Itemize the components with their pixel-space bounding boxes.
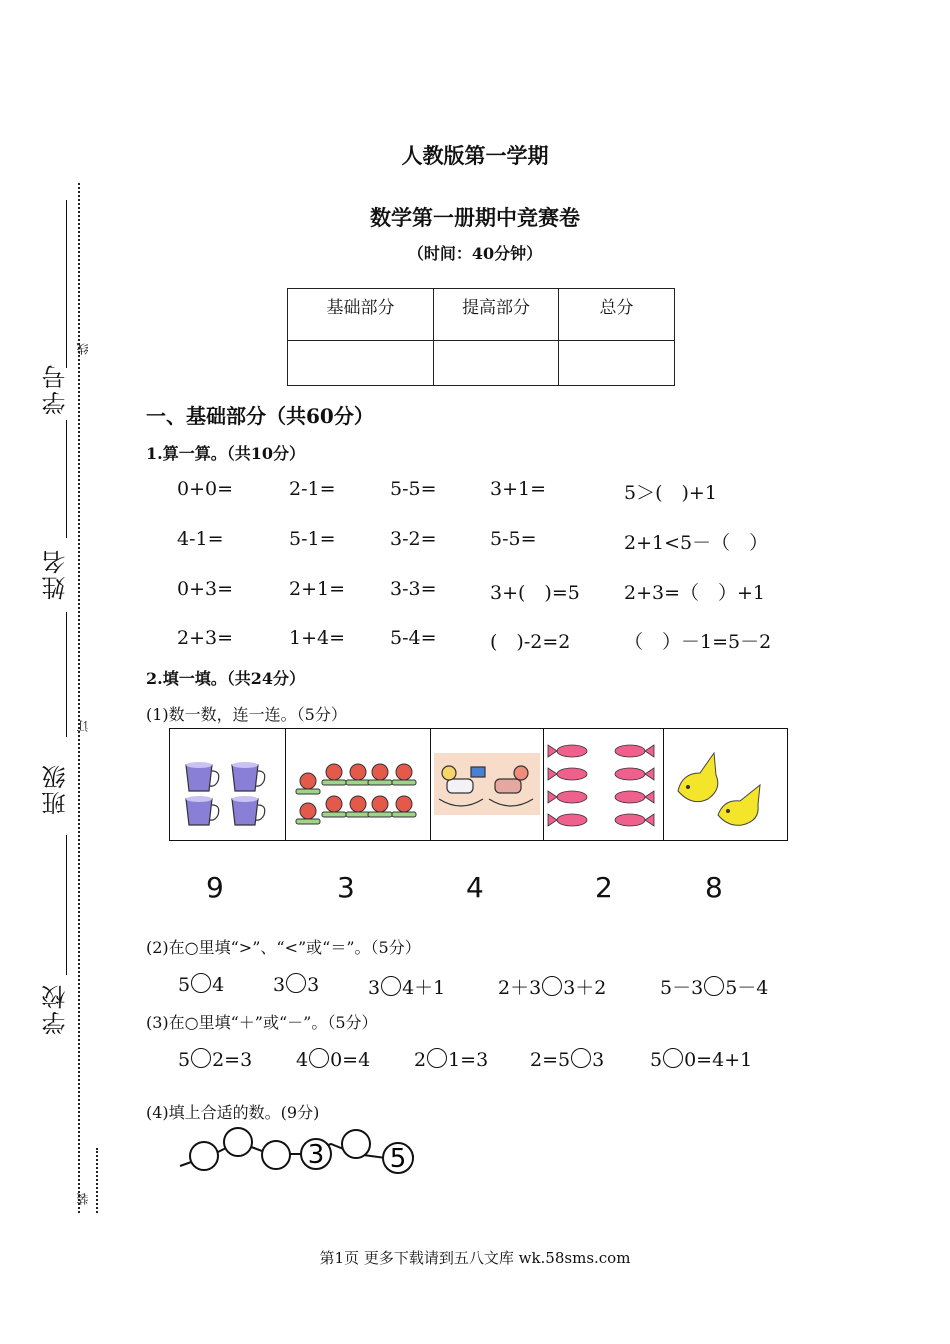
compare-item: 2＋3 3＋2 [498, 977, 607, 999]
q2-p1-title: (1)数一数，连一连。（5分） [146, 705, 347, 724]
rocking-horse-icon [431, 729, 543, 840]
q2-p4-title: (4)填上合适的数。(9分) [146, 1103, 320, 1122]
q2-title: 2.填一填。（共24分） [146, 669, 305, 688]
compare-item: 3 3 [273, 974, 320, 996]
snail-icon [286, 729, 430, 840]
sign-item: 5 0=4+1 [650, 1049, 753, 1071]
number-chain [176, 1124, 420, 1176]
calc-cell: 2+3= [177, 627, 234, 649]
answer-circle[interactable] [191, 1048, 211, 1068]
rocking-horses-picture [431, 729, 544, 840]
student-id-label: 学号 [42, 363, 70, 415]
calc-cell: 5-4= [390, 627, 437, 649]
line-mark-ding: 订 [76, 720, 90, 732]
compare-item: 5 4 [178, 974, 225, 996]
answer-circle[interactable] [663, 1048, 683, 1068]
answer-circle[interactable] [286, 973, 306, 993]
score-table [287, 288, 675, 386]
sign-item: 2 1=3 [414, 1049, 489, 1071]
compare-item: 5－3 5－4 [660, 977, 769, 999]
sign-item: 4 0=4 [296, 1049, 371, 1071]
calc-cell: 2-1= [289, 478, 336, 500]
score-header-advanced: 提高部分 [434, 289, 559, 341]
sign-item: 2=5 3 [530, 1049, 605, 1071]
count-number: 4 [466, 871, 484, 904]
chain-number: 3 [307, 1140, 325, 1170]
calc-cell: 2+1= [289, 578, 346, 600]
answer-circle[interactable] [704, 976, 724, 996]
cups-picture [170, 729, 286, 840]
calc-cell: ( )-2=2 [490, 631, 571, 653]
count-number: 2 [595, 871, 613, 904]
cup-icon [170, 729, 285, 840]
class-label: 班级 [42, 763, 70, 815]
sign-item: 5 2=3 [178, 1049, 253, 1071]
count-number: 9 [206, 871, 224, 904]
calc-cell: 3-3= [390, 578, 437, 600]
calc-cell: 3+1= [490, 478, 547, 500]
answer-circle[interactable] [191, 973, 211, 993]
bird-icon [664, 729, 787, 840]
line-mark-zhuang: 装 [76, 1193, 90, 1205]
calc-cell: 5-5= [490, 528, 537, 550]
snails-picture [286, 729, 431, 840]
chain-circle[interactable] [262, 1141, 290, 1169]
answer-circle[interactable] [542, 976, 562, 996]
birds-picture [664, 729, 787, 840]
calc-cell: （ ）－1=5－2 [624, 631, 772, 653]
school-label: 学校 [42, 983, 70, 1035]
line-mark-xian: 线 [76, 343, 90, 355]
score-cell-total[interactable] [559, 341, 675, 386]
fish-picture [544, 729, 664, 840]
binding-dotted-line [78, 183, 80, 1213]
calc-cell: 0+0= [177, 478, 234, 500]
score-header-total: 总分 [559, 289, 675, 341]
class-underline [66, 612, 67, 737]
page-footer: 第1页 更多下载请到五八文库 wk.58sms.com [319, 1249, 631, 1267]
document-title: 人教版第一学期 [401, 143, 549, 168]
score-cell-advanced[interactable] [434, 341, 559, 386]
calc-cell: 4-1= [177, 528, 224, 550]
binding-dotted-line-short [96, 1148, 98, 1213]
chain-circle[interactable] [190, 1142, 218, 1170]
calc-cell: 5-1= [289, 528, 336, 550]
count-number: 3 [337, 871, 355, 904]
chain-circle[interactable] [342, 1130, 370, 1158]
q2-p3-title: (3)在○里填“＋”或“－”。（5分） [146, 1013, 378, 1032]
answer-circle[interactable] [309, 1048, 329, 1068]
q2-p2-title: (2)在○里填“>”、“<”或“＝”。（5分） [146, 938, 421, 957]
calc-cell: 2+1<5－（ ） [624, 532, 769, 554]
school-underline [66, 835, 67, 975]
q1-title: 1.算一算。（共10分） [146, 444, 305, 463]
chain-circle[interactable] [224, 1128, 252, 1156]
answer-circle[interactable] [427, 1048, 447, 1068]
answer-circle[interactable] [571, 1048, 591, 1068]
document-subtitle: 数学第一册期中竞赛卷 [370, 205, 580, 230]
compare-item: 3 4＋1 [368, 977, 446, 999]
calc-cell: 0+3= [177, 578, 234, 600]
score-cell-basic[interactable] [288, 341, 434, 386]
calc-cell: 5-5= [390, 478, 437, 500]
answer-circle[interactable] [381, 976, 401, 996]
calc-cell: 3+( )=5 [490, 582, 580, 604]
chain-number: 5 [389, 1144, 407, 1174]
calc-cell: 3-2= [390, 528, 437, 550]
calc-cell: 2+3=（ ）+1 [624, 582, 766, 604]
counting-pictures [169, 728, 788, 841]
section1-title: 一、基础部分（共60分） [146, 404, 374, 428]
calc-cell: 5＞( )+1 [624, 482, 717, 504]
fish-icon [544, 729, 663, 840]
time-note: （时间：40分钟） [407, 244, 543, 263]
name-label: 姓名 [42, 548, 70, 600]
name-underline [66, 420, 67, 538]
count-number: 8 [705, 871, 723, 904]
calc-cell: 1+4= [289, 627, 346, 649]
score-header-basic: 基础部分 [288, 289, 434, 341]
